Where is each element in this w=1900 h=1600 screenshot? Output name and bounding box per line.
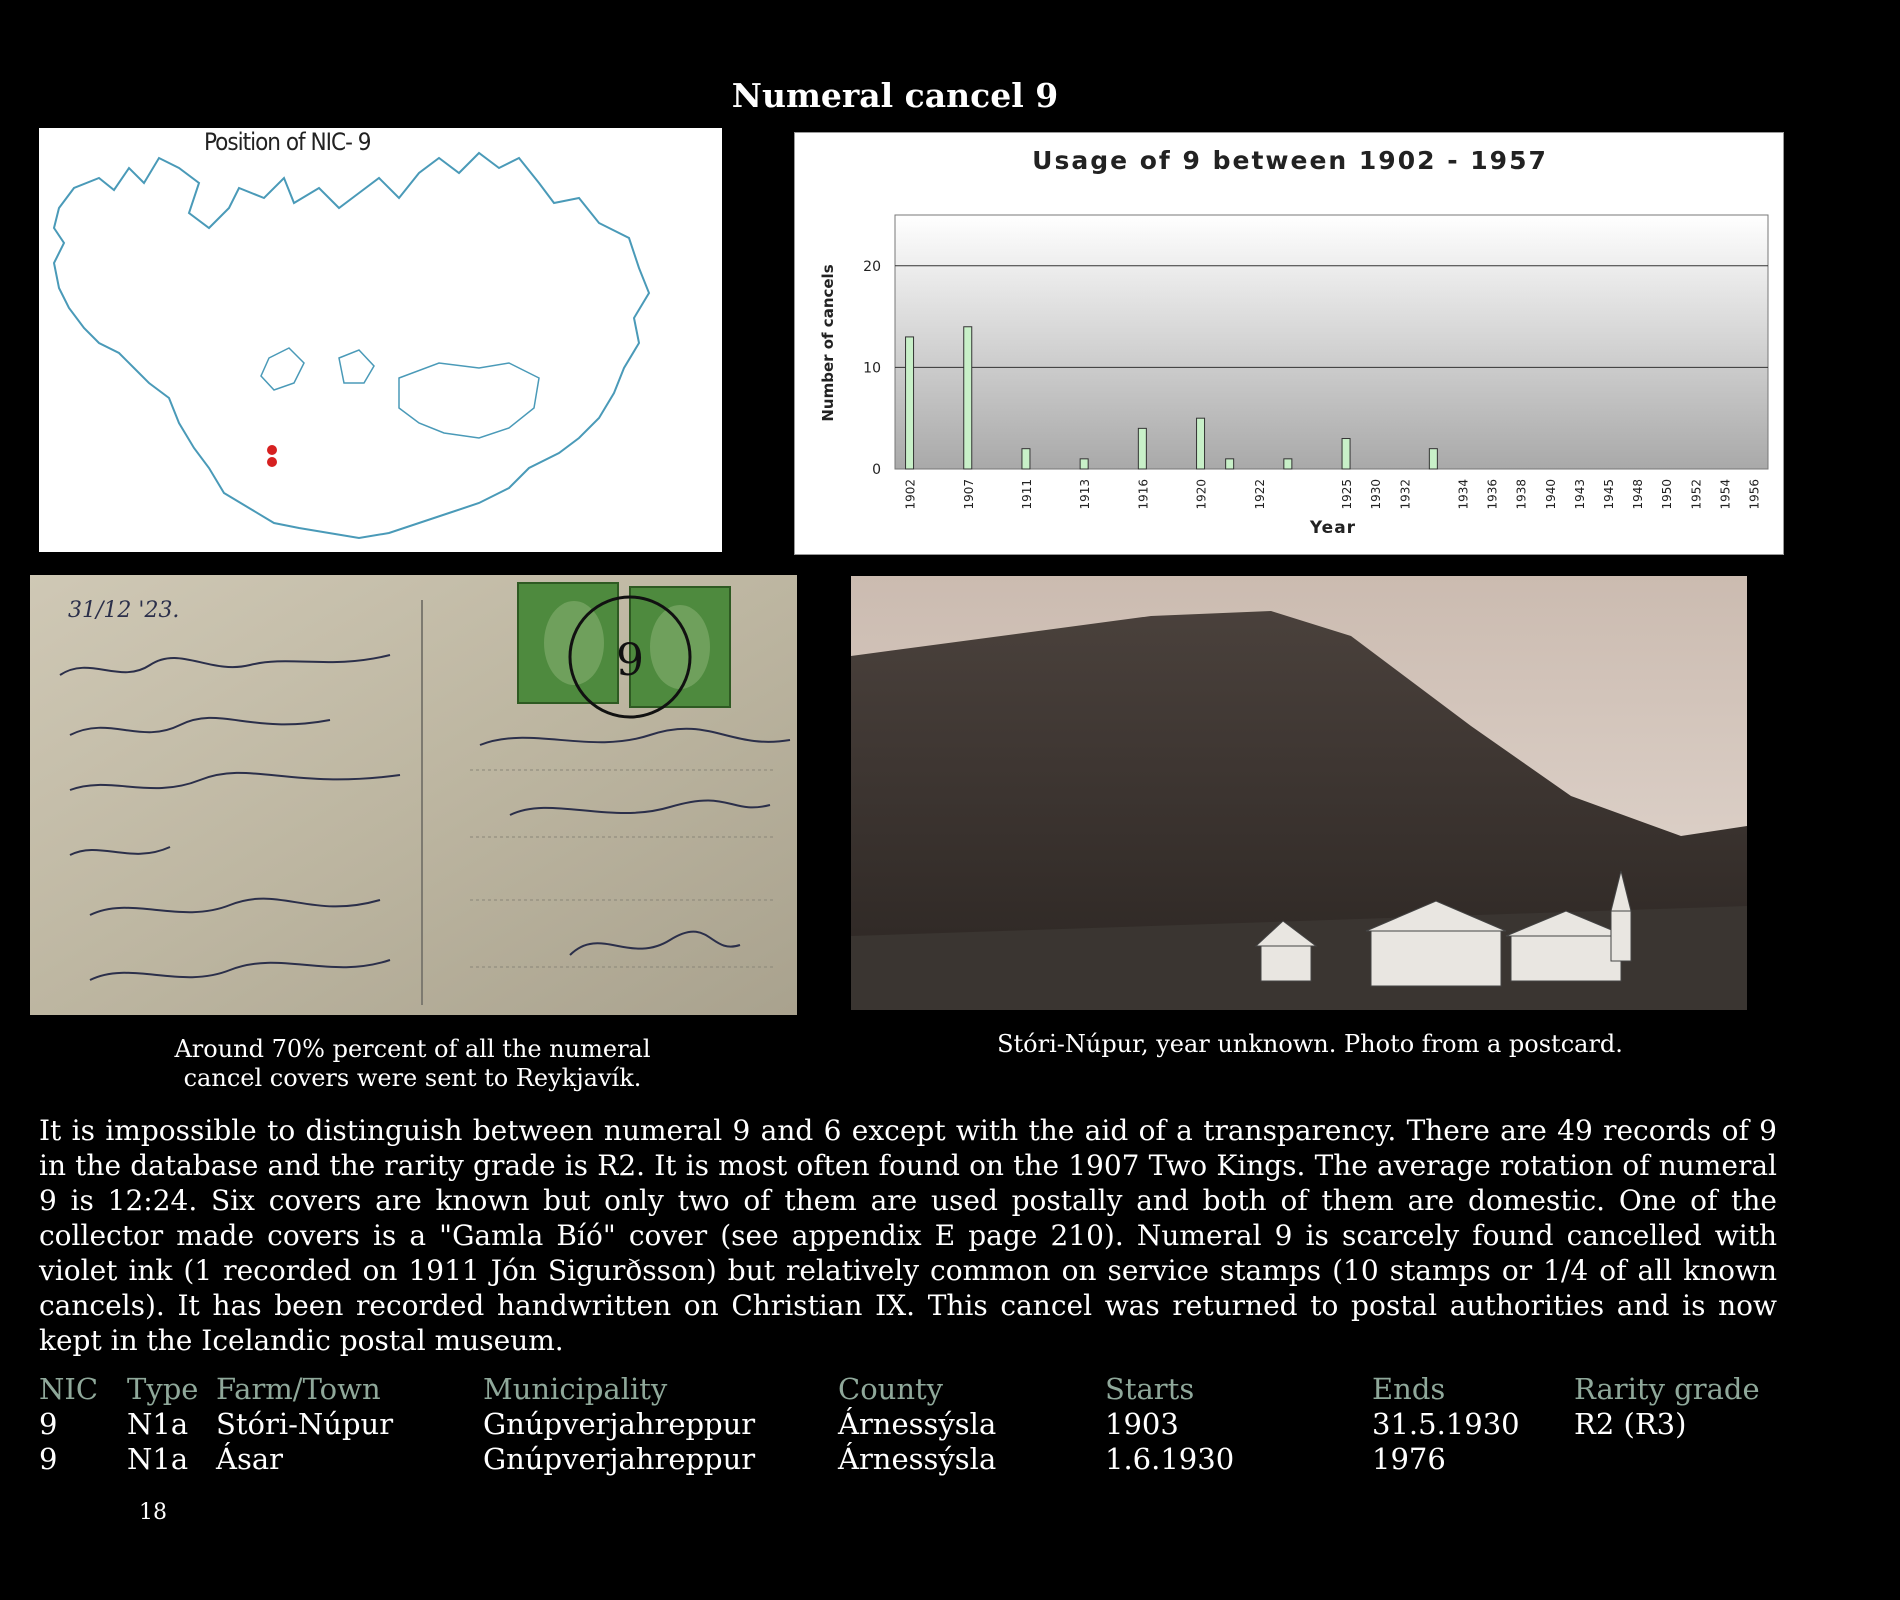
x-tick-label: 1911: [1019, 479, 1034, 510]
page-title: Numeral cancel 9: [731, 76, 1059, 115]
x-tick-label: 1940: [1543, 479, 1558, 510]
postcard-drawing: [30, 575, 797, 1015]
usage-chart-svg: [795, 133, 1783, 554]
photo-caption: Stóri-Núpur, year unknown. Photo from a postcard.: [997, 1030, 1623, 1058]
photo-drawing: [851, 576, 1747, 1010]
x-tick-label: 1932: [1398, 479, 1413, 510]
bar-1933: [1429, 449, 1437, 469]
stori-nupur-photo: [851, 576, 1747, 1010]
table-header-row: [39, 1372, 1839, 1407]
x-tick-label: 1916: [1136, 479, 1151, 510]
postcard-image: [30, 575, 797, 1015]
x-tick-label: 1952: [1689, 479, 1704, 510]
table-row: [39, 1442, 1839, 1477]
header-type: Type: [127, 1372, 199, 1406]
bar-1920: [1197, 418, 1205, 469]
x-tick-label: 1920: [1194, 479, 1209, 510]
x-tick-label: 1950: [1660, 479, 1675, 510]
cell-ends: 31.5.1930: [1372, 1407, 1520, 1441]
bar-1907: [964, 327, 972, 469]
y-tick-label: 0: [872, 462, 881, 478]
bar-1902: [906, 337, 914, 469]
x-tick-label: 1934: [1456, 479, 1471, 510]
chart-title: Usage of 9 between 1902 - 1957: [1032, 146, 1548, 175]
usage-chart: [794, 132, 1784, 555]
bar-1921: [1226, 459, 1234, 469]
plot-area: [895, 215, 1768, 469]
header-farm-town: Farm/Town: [216, 1372, 381, 1406]
x-tick-label: 1945: [1601, 479, 1616, 510]
header-ends: Ends: [1372, 1372, 1446, 1406]
cell-municipality: Gnúpverjahreppur: [483, 1442, 756, 1476]
x-axis-label: Year: [1309, 518, 1357, 538]
y-tick-label: 20: [863, 258, 881, 275]
y-axis-label: Number of cancels: [819, 264, 837, 422]
cell-farm-town: Ásar: [216, 1442, 283, 1476]
x-tick-label: 1922: [1252, 479, 1267, 510]
description-paragraph: It is impossible to distinguish between numeral 9 and 6 except with the aid of a transparency. There are 49 records of 9 in the database and the rarity grade is R2. It is most often found on the 1907 Two Kings. The average rotation of numeral 9 is 12:24. Six covers are known but only two of them are used postally and both of them are domestic. One of the collector made covers is a "Gamla Bíó" cover (see appendix E page 210). Numeral 9 is scarcely found cancelled with violet ink (1 recorded on 1911 Jón Sigurðsson) but relatively common on service stamps (10 stamps or 1/4 of all known cancels). It has been recorded handwritten on Christian IX. This cancel was returned to postal authorities and is now kept in the Icelandic postal museum.: [39, 1114, 1777, 1357]
x-tick-label: 1936: [1485, 479, 1500, 510]
x-tick-label: 1943: [1572, 479, 1587, 510]
header-rarity-grade: Rarity grade: [1574, 1372, 1760, 1406]
x-tick-label: 1930: [1369, 479, 1384, 510]
location-marker-2: [267, 457, 277, 467]
x-tick-label: 1907: [961, 479, 976, 510]
bar-1913: [1080, 459, 1088, 469]
location-marker-1: [267, 445, 277, 455]
iceland-outline: [39, 128, 722, 552]
cell-type: N1a: [127, 1442, 189, 1476]
nic-table: [39, 1372, 1839, 1477]
cell-starts: 1.6.1930: [1105, 1442, 1235, 1476]
bar-1923: [1284, 459, 1292, 469]
x-tick-label: 1954: [1718, 479, 1733, 510]
cell-type: N1a: [127, 1407, 189, 1441]
page-number: 18: [139, 1500, 167, 1525]
cancel-numeral: 9: [616, 635, 644, 686]
cell-county: Árnessýsla: [838, 1407, 997, 1441]
cell-starts: 1903: [1105, 1407, 1179, 1441]
x-tick-label: 1902: [903, 479, 918, 510]
cell-nic: 9: [39, 1407, 58, 1441]
header-municipality: Municipality: [483, 1372, 668, 1406]
cell-municipality: Gnúpverjahreppur: [483, 1407, 756, 1441]
postcard-caption-line2: cancel covers were sent to Reykjavík.: [183, 1064, 642, 1092]
cell-ends: 1976: [1372, 1442, 1446, 1476]
postcard-date: 31/12 '23.: [68, 598, 180, 623]
cell-county: Árnessýsla: [838, 1442, 997, 1476]
x-tick-label: 1925: [1340, 479, 1355, 510]
x-tick-label: 1938: [1514, 479, 1529, 510]
x-tick-label: 1948: [1631, 479, 1646, 510]
table-row: [39, 1407, 1839, 1442]
cell-farm-town: Stóri-Núpur: [216, 1407, 394, 1441]
header-nic: NIC: [39, 1372, 99, 1406]
bar-1911: [1022, 449, 1030, 469]
map-label: Position of NIC- 9: [204, 128, 371, 156]
x-tick-label: 1956: [1747, 479, 1762, 510]
cell-rarity-grade: R2 (R3): [1574, 1407, 1687, 1441]
bar-1925: [1342, 439, 1350, 469]
header-county: County: [838, 1372, 944, 1406]
postcard-caption: [150, 1035, 675, 1093]
cell-nic: 9: [39, 1442, 58, 1476]
y-tick-label: 10: [863, 360, 881, 377]
header-starts: Starts: [1105, 1372, 1195, 1406]
bar-1916: [1138, 428, 1146, 469]
postcard-caption-line1: Around 70% percent of all the numeral: [174, 1035, 651, 1063]
iceland-map: [39, 128, 722, 552]
x-tick-label: 1913: [1078, 479, 1093, 510]
